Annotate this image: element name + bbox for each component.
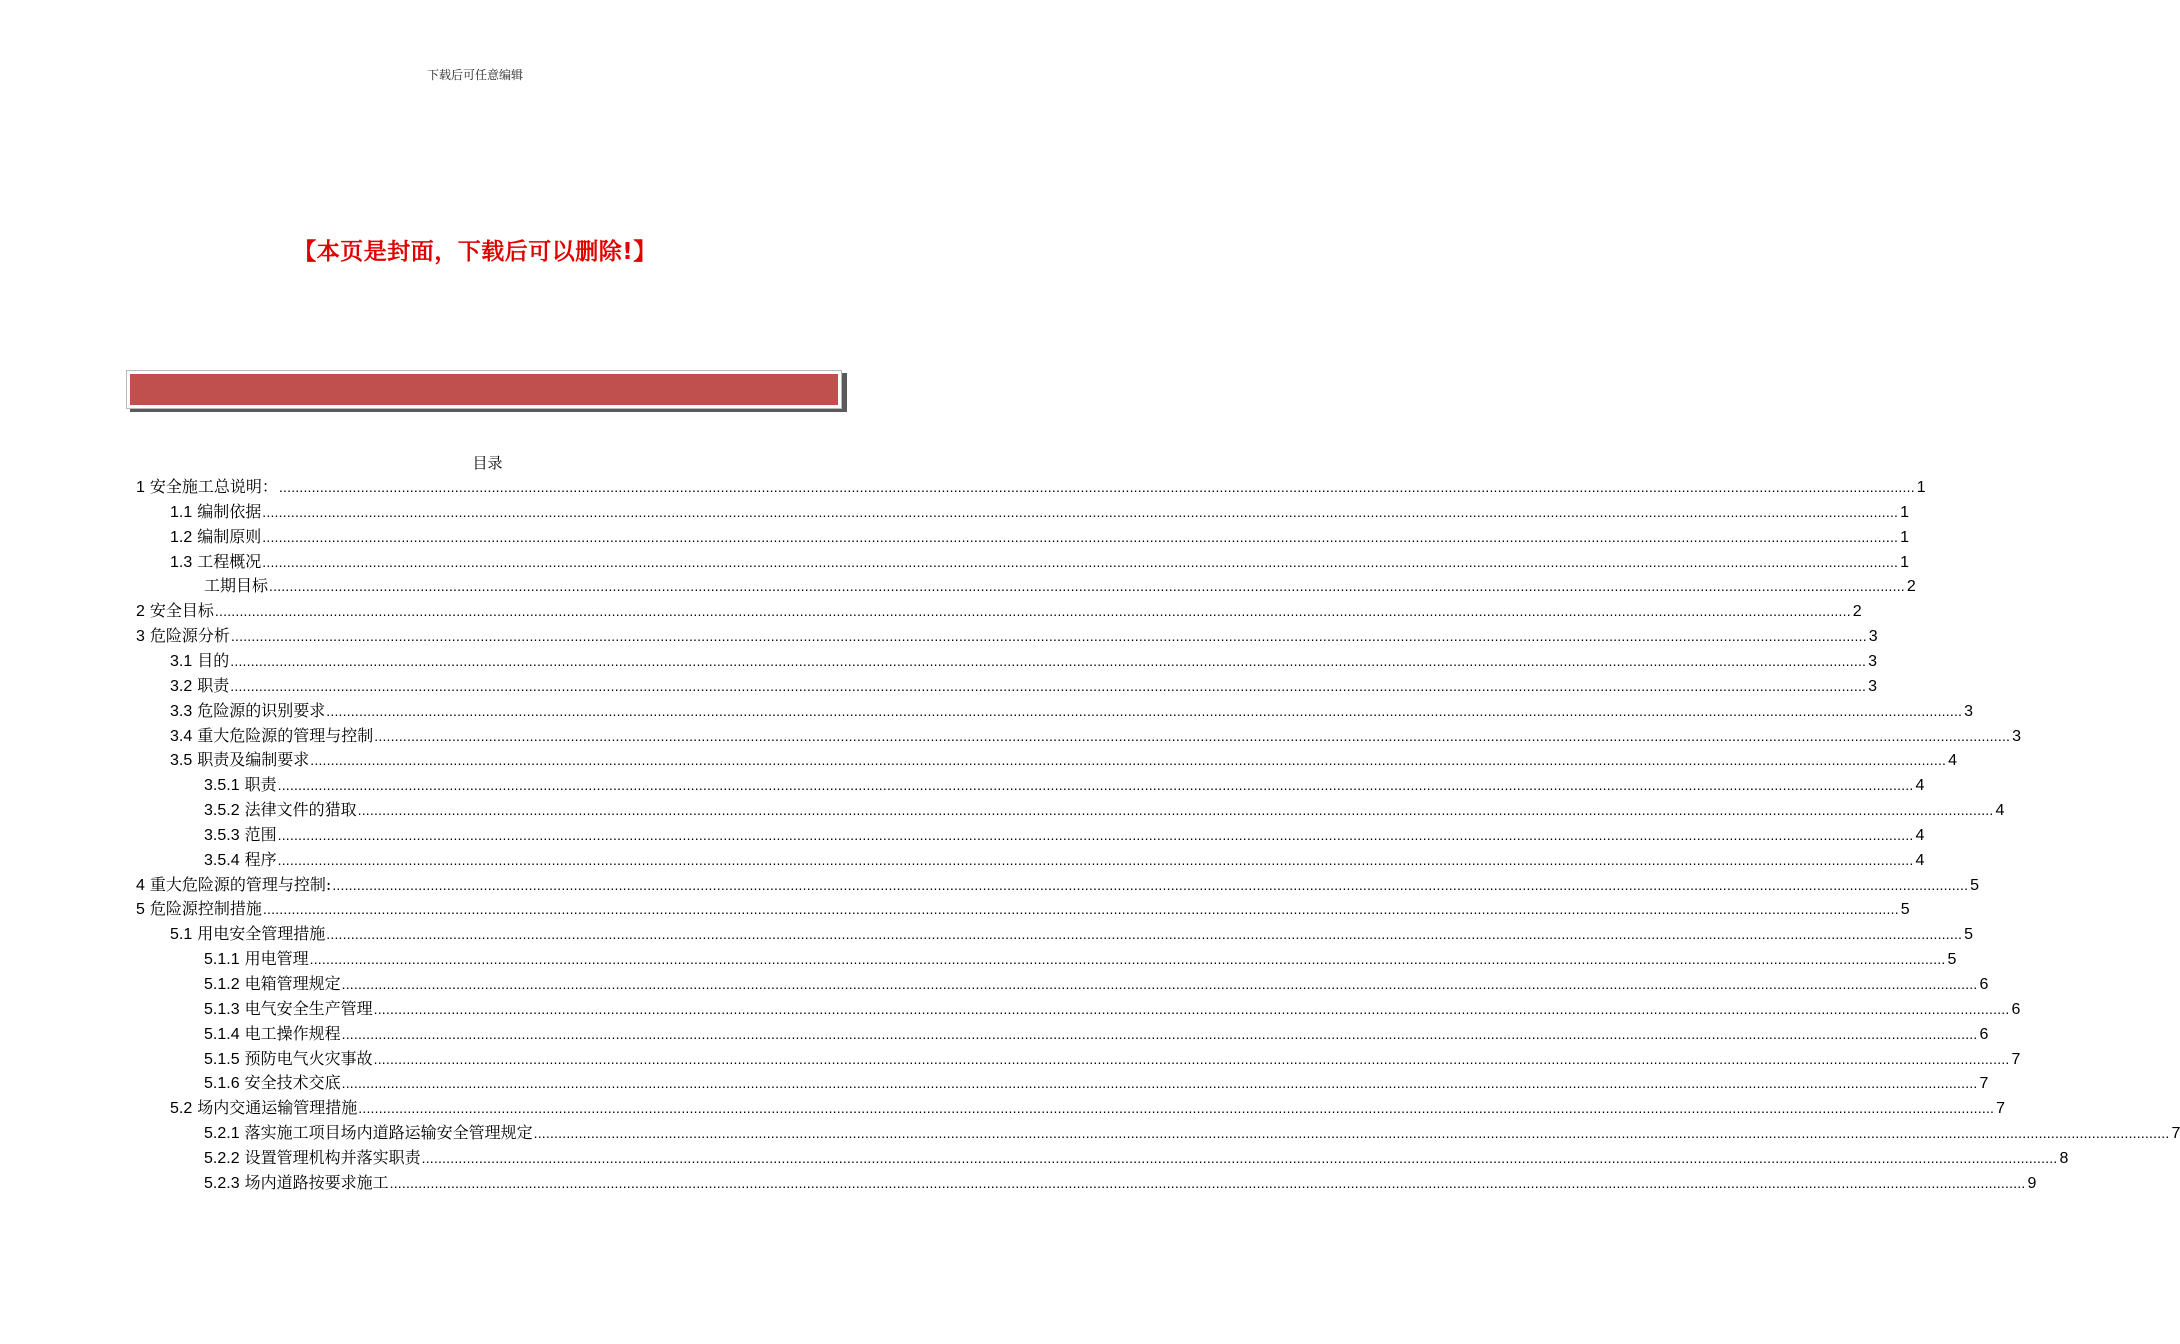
toc-entry-title: 工期目标 (204, 576, 269, 596)
toc-leader-dots: ................................................................................................................................................................................................................................................................................................................................................................................................................ (309, 951, 1946, 968)
toc-entry[interactable] (136, 623, 1878, 648)
toc-entry-page: 7 (1996, 1100, 2006, 1118)
toc-leader-dots: ................................................................................................................................................................................................................................................................................................................................................................................................................ (326, 926, 1963, 943)
toc-entry-number: 5.2 (170, 1100, 193, 1118)
toc-entry-page: 5 (1970, 876, 1980, 894)
toc-entry-title: 危险源控制措施 (149, 899, 262, 919)
toc-entry-page: 2 (1852, 603, 1862, 621)
toc-entry-page: 4 (1915, 851, 1925, 869)
toc-entry-title: 危险源分析 (149, 626, 230, 646)
toc-entry[interactable] (204, 1021, 1989, 1046)
toc-entry-number: 3.2 (170, 677, 193, 695)
toc-entry-title: 电气安全生产管理 (244, 998, 373, 1018)
toc-leader-dots: ................................................................................................................................................................................................................................................................................................................................................................................................................ (230, 677, 1867, 694)
toc-entry-title: 用电管理 (244, 949, 309, 969)
toc-entry[interactable] (170, 648, 1878, 673)
toc-entry-number: 5.1.4 (204, 1025, 240, 1043)
toc-entry-page: 1 (1900, 503, 1910, 521)
toc-entry-number: 5.2.1 (204, 1125, 240, 1143)
toc-entry-title: 职责及编制要求 (197, 750, 310, 770)
toc-leader-dots: ................................................................................................................................................................................................................................................................................................................................................................................................................ (332, 876, 1969, 893)
toc-leader-dots: ................................................................................................................................................................................................................................................................................................................................................................................................................ (373, 1050, 2010, 1067)
toc-leader-dots: ................................................................................................................................................................................................................................................................................................................................................................................................................ (230, 628, 1867, 645)
toc-leader-dots: ................................................................................................................................................................................................................................................................................................................................................................................................................ (373, 1000, 2010, 1017)
toc-leader-dots: ................................................................................................................................................................................................................................................................................................................................................................................................................ (357, 802, 1994, 819)
toc-leader-dots: ................................................................................................................................................................................................................................................................................................................................................................................................................ (262, 528, 1899, 545)
toc-entry[interactable] (170, 723, 2022, 748)
toc-entry-page: 1 (1916, 479, 1926, 496)
toc-entry[interactable] (204, 797, 2005, 822)
toc-entry[interactable] (204, 1170, 2037, 1195)
toc-entry-page: 3 (1868, 677, 1878, 695)
toc-entry-number: 5.1 (170, 926, 193, 944)
toc-entry-page: 5 (1947, 951, 1957, 969)
toc-leader-dots: ................................................................................................................................................................................................................................................................................................................................................................................................................ (341, 1025, 1978, 1042)
toc-entry-number: 3.1 (170, 652, 193, 670)
toc-entry-number: 5.1.2 (204, 976, 240, 993)
toc-entry-page: 4 (1915, 826, 1925, 844)
toc-entry[interactable] (170, 698, 1974, 723)
toc-entry-page: 3 (1868, 652, 1878, 670)
toc-entry-number: 3.5.1 (204, 777, 240, 795)
toc-entry[interactable] (204, 772, 1925, 797)
toc-entry-page: 7 (2011, 1050, 2021, 1068)
toc-entry-page: 3 (1964, 702, 1974, 720)
toc-entry-page: 8 (2059, 1149, 2069, 1167)
page-header: 下载后可任意编辑 (426, 68, 523, 82)
toc-title: 目录 (472, 454, 503, 472)
toc-entry[interactable] (204, 1145, 2069, 1170)
toc-entry-title: 重大危险源的管理与控制 (197, 725, 374, 745)
toc-entry[interactable] (204, 822, 1925, 847)
toc-entry[interactable] (204, 971, 1989, 996)
toc-entry-number: 1.3 (170, 553, 193, 571)
toc-entry[interactable] (204, 1070, 1989, 1095)
toc-entry-page: 5 (1964, 926, 1974, 944)
toc-entry-number: 1.1 (170, 503, 193, 521)
toc-entry-title: 范围 (244, 824, 277, 844)
toc-entry-title: 法律文件的猎取 (244, 800, 357, 820)
toc-entry[interactable] (170, 549, 1910, 574)
toc-entry-number: 3.5 (170, 752, 193, 770)
toc-entry-title: 场内交通运输管理措施 (197, 1098, 358, 1118)
toc-entry-number: 3.4 (170, 727, 193, 745)
toc-leader-dots: ................................................................................................................................................................................................................................................................................................................................................................................................................ (262, 503, 1899, 520)
toc-entry-title: 工程概况 (197, 551, 262, 571)
toc-leader-dots: ................................................................................................................................................................................................................................................................................................................................................................................................................ (269, 578, 1905, 595)
toc-entry[interactable] (170, 499, 1910, 524)
toc-leader-dots: ................................................................................................................................................................................................................................................................................................................................................................................................................ (277, 777, 1914, 794)
toc-entry[interactable] (204, 946, 1957, 971)
toc-entry-page: 4 (1995, 802, 2005, 820)
toc-entry-title: 预防电气火灾事故 (244, 1048, 373, 1068)
toc-entry-page: 9 (2027, 1174, 2037, 1192)
toc-entry[interactable] (170, 524, 1910, 549)
toc-entry-page: 5 (1900, 901, 1910, 919)
toc-entry[interactable] (136, 872, 1980, 897)
toc-entry[interactable] (136, 474, 1926, 499)
toc-entry-page: 6 (1979, 1025, 1989, 1043)
toc-entry-number: 3.5.3 (204, 826, 240, 844)
decorative-banner (126, 370, 842, 409)
toc-leader-dots: ................................................................................................................................................................................................................................................................................................................................................................................................................ (277, 851, 1914, 868)
toc-entry-number: 4 (136, 876, 145, 894)
toc-entry-title: 场内道路按要求施工 (244, 1172, 389, 1192)
toc-entry[interactable] (170, 673, 1878, 698)
toc-leader-dots: ................................................................................................................................................................................................................................................................................................................................................................................................................ (310, 752, 1947, 769)
toc-entry-page: 4 (1915, 777, 1925, 795)
toc-entry-number: 3 (136, 628, 145, 646)
toc-leader-dots: ................................................................................................................................................................................................................................................................................................................................................................................................................ (341, 1075, 1978, 1092)
toc-entry[interactable] (136, 896, 1910, 921)
toc-leader-dots: ................................................................................................................................................................................................................................................................................................................................................................................................................ (214, 603, 1851, 620)
toc-entry-page: 7 (1979, 1075, 1989, 1093)
toc-entry[interactable] (170, 747, 1958, 772)
toc-entry-title: 用电安全管理措施 (197, 924, 326, 944)
toc-entry-title: 电工操作规程 (244, 1023, 341, 1043)
cover-notice: 【本页是封面，下载后可以删除!】 (293, 239, 657, 265)
toc-entry-title: 设置管理机构并落实职责 (244, 1147, 421, 1167)
toc-entry-number: 1 (136, 479, 145, 496)
toc-entry-title: 安全施工总说明： (149, 477, 278, 496)
toc-entry-title: 编制依据 (197, 501, 262, 521)
toc-entry[interactable] (204, 847, 1925, 872)
toc-entry-number: 3.5.4 (204, 851, 240, 869)
toc-leader-dots: ................................................................................................................................................................................................................................................................................................................................................................................................................ (341, 976, 1978, 992)
toc-entry-number: 5.1.5 (204, 1050, 240, 1068)
toc-entry-number: 3.5.2 (204, 802, 240, 820)
toc-entry[interactable] (204, 573, 1916, 598)
toc-entry-page: 6 (1979, 976, 1989, 993)
toc-leader-dots: ................................................................................................................................................................................................................................................................................................................................................................................................................ (389, 1174, 2026, 1191)
toc-entry-number: 5.2.2 (204, 1149, 240, 1167)
toc-entry[interactable] (204, 1046, 2021, 1071)
toc-leader-dots: ................................................................................................................................................................................................................................................................................................................................................................................................................ (277, 826, 1914, 843)
toc-entry-page: 1 (1900, 528, 1910, 546)
toc-entry-number: 5.1.1 (204, 951, 240, 969)
toc-entry-title: 职责 (244, 775, 277, 795)
toc-entry-page: 7 (2171, 1125, 2180, 1143)
toc-leader-dots: ................................................................................................................................................................................................................................................................................................................................................................................................................ (358, 1100, 1995, 1117)
toc-entry-page: 3 (2012, 727, 2022, 745)
toc-entry-title: 编制原则 (197, 526, 262, 546)
toc-entry-page: 1 (1900, 553, 1910, 571)
toc-entry-number: 3.3 (170, 702, 193, 720)
toc-leader-dots: ................................................................................................................................................................................................................................................................................................................................................................................................................ (421, 1149, 2058, 1166)
toc-entry-title: 电箱管理规定 (244, 974, 341, 993)
toc-entry[interactable] (170, 921, 1974, 946)
toc-entry-page: 2 (1906, 578, 1916, 596)
toc-entry-title: 危险源的识别要求 (197, 700, 326, 720)
toc-entry-title: 重大危险源的管理与控制: (149, 874, 332, 894)
toc-entry[interactable] (204, 996, 2021, 1021)
toc-entry[interactable] (170, 1095, 2006, 1120)
toc-entry-number: 5.1.3 (204, 1000, 240, 1018)
toc-entry[interactable] (204, 1120, 2180, 1145)
toc-leader-dots: ................................................................................................................................................................................................................................................................................................................................................................................................................ (262, 901, 1899, 918)
toc-entry-title: 落实施工项目场内道路运输安全管理规定 (244, 1123, 533, 1143)
toc-entry[interactable] (136, 598, 1862, 623)
toc-entry-number: 5.1.6 (204, 1075, 240, 1093)
toc-entry-title: 安全目标 (149, 601, 214, 621)
toc-leader-dots: ................................................................................................................................................................................................................................................................................................................................................................................................................ (533, 1125, 2170, 1142)
toc-entry-title: 程序 (244, 849, 277, 869)
toc-entry-number: 5.2.3 (204, 1174, 240, 1192)
toc-entry-number: 1.2 (170, 528, 193, 546)
toc-entry-page: 4 (1948, 752, 1958, 770)
toc-entry-title: 安全技术交底 (244, 1073, 341, 1093)
toc-entry-title: 职责 (197, 675, 230, 695)
banner-bar (130, 374, 838, 405)
toc-leader-dots: ................................................................................................................................................................................................................................................................................................................................................................................................................ (262, 553, 1899, 570)
toc-entry-page: 3 (1868, 628, 1878, 646)
toc-entry-title: 目的 (197, 650, 230, 670)
toc-entry-page: 6 (2011, 1000, 2021, 1018)
toc-leader-dots: ................................................................................................................................................................................................................................................................................................................................................................................................................ (374, 727, 2011, 744)
toc-leader-dots: ................................................................................................................................................................................................................................................................................................................................................................................................................ (278, 479, 1915, 495)
toc-entry-number: 2 (136, 603, 145, 621)
toc-leader-dots: ................................................................................................................................................................................................................................................................................................................................................................................................................ (230, 652, 1867, 669)
toc-entry-number: 5 (136, 901, 145, 919)
toc-leader-dots: ................................................................................................................................................................................................................................................................................................................................................................................................................ (326, 702, 1963, 719)
